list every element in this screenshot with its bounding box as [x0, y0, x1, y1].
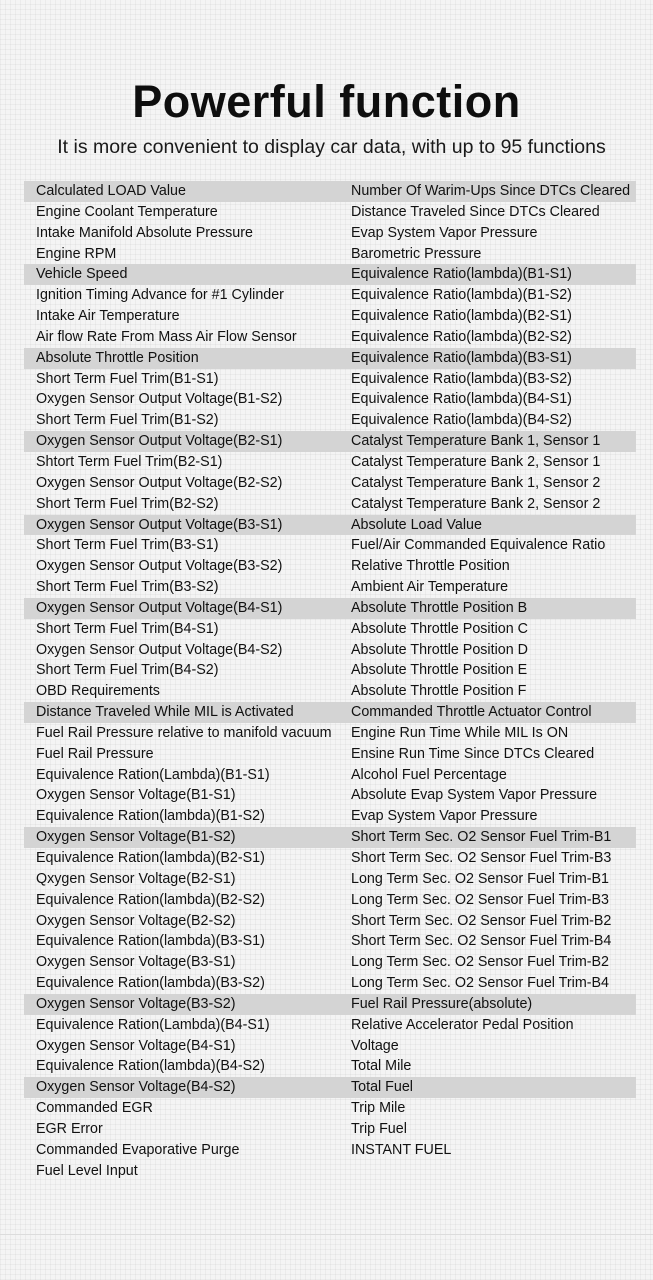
function-item-left: Oxygen Sensor Voltage(B3-S2)	[36, 995, 236, 1012]
function-item-right: Long Term Sec. O2 Sensor Fuel Trim-B4	[351, 975, 609, 992]
function-item-right: Long Term Sec. O2 Sensor Fuel Trim-B1	[351, 870, 609, 887]
function-row	[24, 431, 636, 452]
function-item-left: Calculated LOAD Value	[36, 183, 186, 199]
function-item-left: Qxygen Sensor Voltage(B2-S1)	[36, 870, 236, 887]
function-item-left: Fuel Rail Pressure	[36, 745, 154, 762]
function-row	[24, 494, 636, 515]
page-title: Powerful function	[132, 76, 521, 127]
function-row	[24, 723, 636, 744]
function-item-right: Equivalence Ratio(lambda)(B1-S2)	[351, 287, 572, 304]
bottom-divider	[0, 1234, 653, 1235]
function-item-right: Equivalence Ratio(lambda)(B2-S1)	[351, 308, 572, 325]
function-item-right: Commanded Throttle Actuator Control	[351, 704, 592, 721]
function-row	[24, 556, 636, 577]
function-item-left: Oxygen Sensor Output Voltage(B4-S2)	[36, 641, 283, 658]
function-item-right: Fuel/Air Commanded Equivalence Ratio	[351, 537, 606, 554]
function-item-right: Absolute Throttle Position D	[351, 641, 528, 658]
function-item-left: Oxygen Sensor Voltage(B1-S2)	[36, 829, 236, 846]
function-item-right: Short Term Sec. O2 Sensor Fuel Trim-B2	[351, 912, 612, 929]
function-item-right: Number Of Warim-Ups Since DTCs Cleared	[351, 183, 631, 199]
function-item-right: Total Fuel	[351, 1079, 413, 1096]
function-row	[24, 681, 636, 702]
function-item-left: Oxygen Sensor Voltage(B1-S1)	[36, 787, 236, 804]
function-item-left: Absolute Throttle Position	[36, 349, 199, 366]
function-item-left: Oxygen Sensor Output Voltage(B3-S1)	[36, 516, 283, 533]
function-item-right: Fuel Rail Pressure(absolute)	[351, 995, 533, 1012]
function-item-right: Short Term Sec. O2 Sensor Fuel Trim-B1	[351, 829, 612, 846]
function-item-left: Equivalence Ration(lambda)(B3-S1)	[36, 933, 265, 950]
function-row	[24, 1036, 636, 1057]
function-item-left: Equivalence Ration(lambda)(B2-S2)	[36, 891, 265, 908]
function-row	[24, 1015, 636, 1036]
function-item-right: Equivalence Ratio(lambda)(B1-S1)	[351, 266, 572, 283]
function-item-left: Oxygen Sensor Output Voltage(B1-S2)	[36, 391, 283, 408]
function-item-right: Relative Accelerator Pedal Position	[351, 1016, 574, 1033]
function-item-right: Relative Throttle Position	[351, 558, 510, 575]
function-item-right: Catalyst Temperature Bank 1, Sensor 1	[351, 433, 601, 450]
function-item-right: Absolute Throttle Position B	[351, 599, 528, 616]
function-item-right: Equivalence Ratio(lambda)(B4-S2)	[351, 412, 572, 429]
function-item-right: Ensine Run Time Since DTCs Cleared	[351, 745, 595, 762]
function-item-left: Intake Manifold Absolute Pressure	[36, 224, 253, 241]
function-item-right: Equivalence Ratio(lambda)(B2-S2)	[351, 328, 572, 345]
function-item-right: Equivalence Ratio(lambda)(B3-S2)	[351, 370, 572, 387]
function-item-right: Catalyst Temperature Bank 2, Sensor 1	[351, 453, 601, 470]
function-row	[24, 515, 636, 536]
function-row	[24, 181, 636, 202]
function-item-left: Short Term Fuel Trim(B4-S2)	[36, 662, 219, 679]
function-item-left: Air flow Rate From Mass Air Flow Sensor	[36, 328, 297, 345]
function-row	[24, 619, 636, 640]
function-row	[24, 806, 636, 827]
function-row	[24, 1161, 636, 1182]
function-item-left: EGR Error	[36, 1120, 103, 1137]
function-row	[24, 1098, 636, 1119]
function-row	[24, 931, 636, 952]
function-row	[24, 848, 636, 869]
function-item-left: Distance Traveled While MIL is Activated	[36, 704, 294, 721]
function-row	[24, 952, 636, 973]
function-list-table	[24, 181, 636, 1182]
function-item-left: Ignition Timing Advance for #1 Cylinder	[36, 287, 284, 304]
function-item-left: Oxygen Sensor Voltage(B4-S1)	[36, 1037, 236, 1054]
function-row	[24, 1119, 636, 1140]
function-item-right: Absolute Throttle Position C	[351, 620, 528, 637]
function-item-left: Short Term Fuel Trim(B3-S1)	[36, 537, 219, 554]
function-row	[24, 827, 636, 848]
function-item-right: Long Term Sec. O2 Sensor Fuel Trim-B2	[351, 954, 609, 971]
function-row	[24, 869, 636, 890]
function-row	[24, 1077, 636, 1098]
function-item-left: Oxygen Sensor Output Voltage(B4-S1)	[36, 599, 283, 616]
function-item-right: Absolute Evap System Vapor Pressure	[351, 787, 598, 804]
function-row	[24, 306, 636, 327]
function-item-right: Absolute Throttle Position E	[351, 662, 528, 679]
function-item-right: Alcohol Fuel Percentage	[351, 766, 507, 783]
function-item-right: Ambient Air Temperature	[351, 579, 509, 596]
function-item-right: Trip Fuel	[351, 1120, 407, 1137]
function-row	[24, 389, 636, 410]
function-row	[24, 1140, 636, 1161]
function-row	[24, 994, 636, 1015]
function-item-right: Catalyst Temperature Bank 2, Sensor 2	[351, 495, 601, 512]
function-row	[24, 369, 636, 390]
function-row	[24, 785, 636, 806]
function-item-right: Voltage	[351, 1037, 399, 1054]
function-item-left: Equivalence Ration(lambda)(B4-S2)	[36, 1058, 265, 1075]
function-row	[24, 223, 636, 244]
function-item-left: Oxygen Sensor Voltage(B4-S2)	[36, 1079, 236, 1096]
function-row	[24, 702, 636, 723]
function-item-right: Absolute Load Value	[351, 516, 482, 533]
function-item-left: Equivalence Ration(Lambda)(B1-S1)	[36, 766, 270, 783]
function-row	[24, 598, 636, 619]
function-row	[24, 577, 636, 598]
function-item-left: OBD Requirements	[36, 683, 160, 700]
function-row	[24, 244, 636, 265]
function-row	[24, 452, 636, 473]
function-item-right: Short Term Sec. O2 Sensor Fuel Trim-B3	[351, 850, 612, 866]
function-item-right: Total Mile	[351, 1058, 412, 1075]
function-item-right: Equivalence Ratio(lambda)(B4-S1)	[351, 391, 572, 408]
function-item-right: Long Term Sec. O2 Sensor Fuel Trim-B3	[351, 891, 609, 908]
function-row	[24, 285, 636, 306]
function-item-left: Short Term Fuel Trim(B1-S2)	[36, 412, 219, 429]
function-item-left: Shtort Term Fuel Trim(B2-S1)	[36, 453, 223, 470]
function-item-left: Oxygen Sensor Voltage(B3-S1)	[36, 954, 236, 971]
function-item-right: Short Term Sec. O2 Sensor Fuel Trim-B4	[351, 933, 612, 950]
function-item-right: Distance Traveled Since DTCs Cleared	[351, 203, 600, 220]
function-item-left: Equivalence Ration(lambda)(B3-S2)	[36, 975, 265, 992]
function-item-right: Absolute Throttle Position F	[351, 683, 527, 700]
function-item-right: Barometric Pressure	[351, 245, 482, 262]
function-item-left: Oxygen Sensor Output Voltage(B3-S2)	[36, 558, 283, 575]
function-item-left: Commanded Evaporative Purge	[36, 1141, 240, 1158]
function-item-left: Oxygen Sensor Output Voltage(B2-S1)	[36, 433, 283, 450]
function-item-right: Engine Run Time While MIL Is ON	[351, 724, 569, 741]
function-row	[24, 473, 636, 494]
function-item-right: INSTANT FUEL	[351, 1141, 452, 1158]
function-row	[24, 348, 636, 369]
function-item-left: Intake Air Temperature	[36, 308, 180, 325]
function-item-left: Engine RPM	[36, 245, 117, 262]
function-row	[24, 410, 636, 431]
function-row	[24, 911, 636, 932]
function-item-left: Fuel Level Input	[36, 1162, 138, 1179]
function-item-left: Fuel Rail Pressure relative to manifold vacuum	[36, 724, 332, 741]
function-item-left: Commanded EGR	[36, 1100, 153, 1117]
function-item-left: Vehicle Speed	[36, 266, 128, 283]
function-item-left: Engine Coolant Temperature	[36, 203, 218, 220]
function-item-left: Equivalence Ration(lambda)(B1-S2)	[36, 808, 265, 825]
function-row	[24, 744, 636, 765]
function-item-right: Evap System Vapor Pressure	[351, 808, 538, 825]
function-row	[24, 890, 636, 911]
function-row	[24, 765, 636, 786]
function-item-left: Oxygen Sensor Output Voltage(B2-S2)	[36, 474, 283, 491]
function-item-left: Equivalence Ration(lambda)(B2-S1)	[36, 850, 265, 866]
function-item-left: Short Term Fuel Trim(B1-S1)	[36, 370, 219, 387]
function-row	[24, 202, 636, 223]
function-item-right: Evap System Vapor Pressure	[351, 224, 538, 241]
function-item-right: Equivalence Ratio(lambda)(B3-S1)	[351, 349, 572, 366]
function-row	[24, 973, 636, 994]
function-row	[24, 264, 636, 285]
function-item-left: Short Term Fuel Trim(B3-S2)	[36, 579, 219, 596]
function-item-left: Short Term Fuel Trim(B4-S1)	[36, 620, 219, 637]
function-item-left: Oxygen Sensor Voltage(B2-S2)	[36, 912, 236, 929]
function-row	[24, 1056, 636, 1077]
function-row	[24, 327, 636, 348]
function-item-left: Equivalence Ration(Lambda)(B4-S1)	[36, 1016, 270, 1033]
function-item-right: Trip Mile	[351, 1100, 406, 1117]
function-item-right: Catalyst Temperature Bank 1, Sensor 2	[351, 474, 601, 491]
function-row	[24, 640, 636, 661]
function-row	[24, 660, 636, 681]
function-row	[24, 535, 636, 556]
page-subtitle: It is more convenient to display car data, with up to 95 functions	[57, 136, 606, 158]
function-item-left: Short Term Fuel Trim(B2-S2)	[36, 495, 219, 512]
